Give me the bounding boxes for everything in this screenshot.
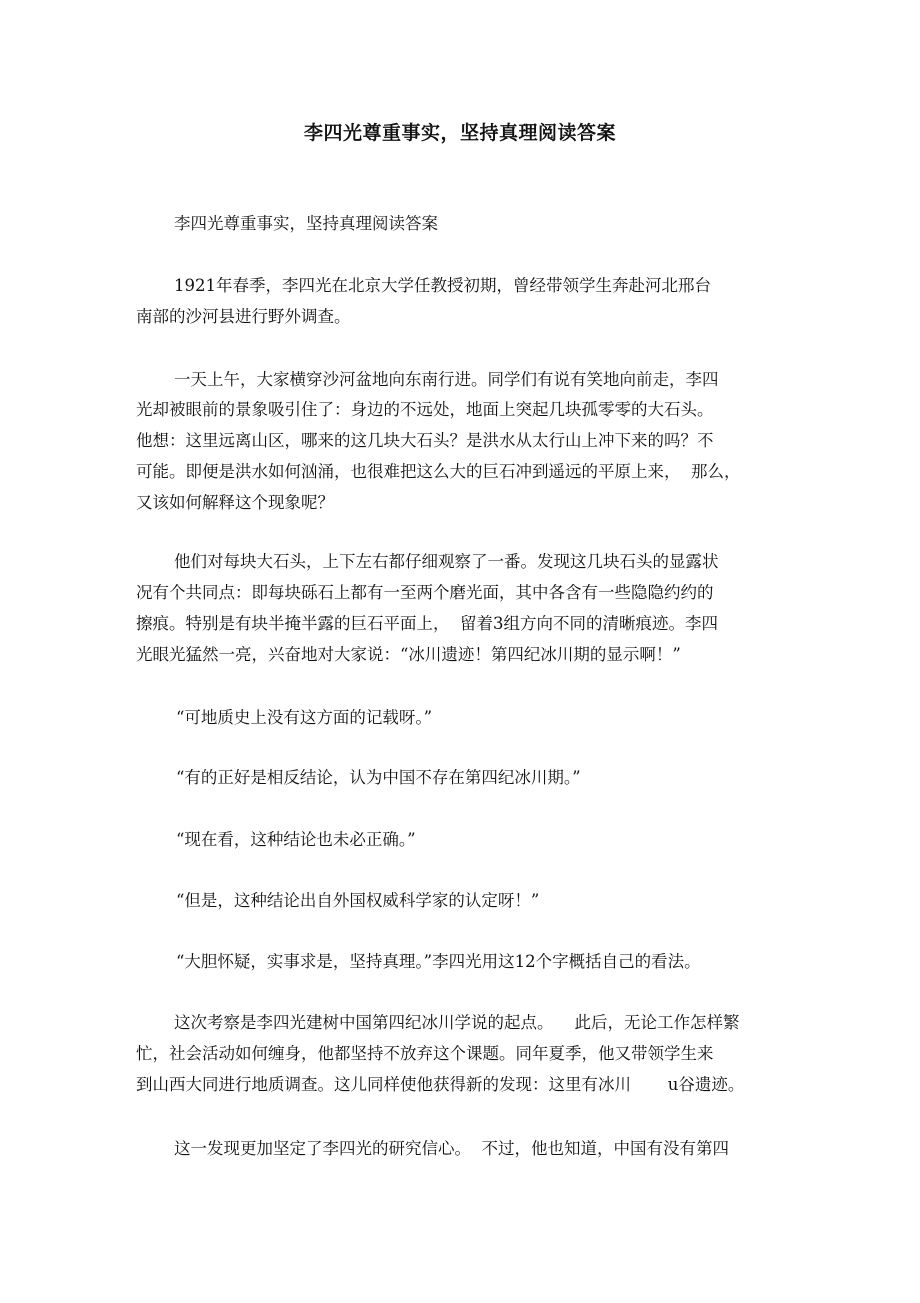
paragraph-3-line-4: 光眼光猛然一亮，兴奋地对大家说：“冰川遗迹！第四纪冰川期的显示啊！” — [136, 645, 681, 664]
quote-5: “大胆怀疑，实事求是，坚持真理。”李四光用这12个字概括自己的看法。 — [176, 952, 701, 971]
paragraph-2-line-1: 一天上午，大家横穿沙河盆地向东南行进。同学们有说有笑地向前走，李四 — [174, 370, 719, 389]
paragraph-2-line-2: 光却被眼前的景象吸引住了：身边的不远处，地面上突起几块孤零零的大石头。 — [136, 400, 714, 419]
paragraph-2-line-5: 又该如何解释这个现象呢？ — [136, 493, 334, 512]
paragraph-3-line-3: 擦痕。特别是有块半掩半露的巨石平面上， 留着3组方向不同的清晰痕迹。李四 — [136, 614, 718, 633]
subtitle: 李四光尊重事实，坚持真理阅读答案 — [174, 214, 438, 233]
paragraph-2-line-4: 可能。即便是洪水如何汹涌，也很难把这么大的巨石冲到遥远的平原上来， 那么， — [136, 462, 741, 481]
paragraph-2-line-3: 他想：这里远离山区，哪来的这几块大石头？是洪水从太行山上冲下来的吗？不 — [136, 431, 714, 450]
quote-4: “但是，这种结论出自外国权威科学家的认定呀！” — [176, 891, 540, 910]
paragraph-3-line-1: 他们对每块大石头，上下左右都仔细观察了一番。发现这几块石头的显露状 — [174, 552, 719, 571]
paragraph-4-line-3: 到山西大同进行地质调查。这儿同样使他获得新的发现：这里有冰川 u谷遗迹。 — [136, 1075, 745, 1094]
page-title: 李四光尊重事实，坚持真理阅读答案 — [303, 122, 616, 144]
quote-3: “现在看，这种结论也未必正确。” — [176, 830, 416, 849]
quote-2: “有的正好是相反结论，认为中国不存在第四纪冰川期。” — [176, 768, 581, 787]
paragraph-5-line-1: 这一发现更加坚定了李四光的研究信心。 不过，他也知道，中国有没有第四 — [174, 1139, 729, 1158]
paragraph-1-line-1: 1921年春季，李四光在北京大学任教授初期，曾经带领学生奔赴河北邢台 — [174, 276, 711, 295]
paragraph-4-line-1: 这次考察是李四光建树中国第四纪冰川学说的起点。 此后，无论工作怎样繁 — [174, 1013, 740, 1032]
paragraph-3-line-2: 况有个共同点：即每块砾石上都有一至两个磨光面，其中各含有一些隐隐约约的 — [136, 583, 714, 602]
quote-1: “可地质史上没有这方面的记载呀。” — [176, 708, 433, 727]
paragraph-4-line-2: 忙，社会活动如何缠身，他都坚持不放弃这个课题。同年夏季，他又带领学生来 — [136, 1044, 714, 1063]
paragraph-1-line-2: 南部的沙河县进行野外调查。 — [136, 307, 351, 326]
